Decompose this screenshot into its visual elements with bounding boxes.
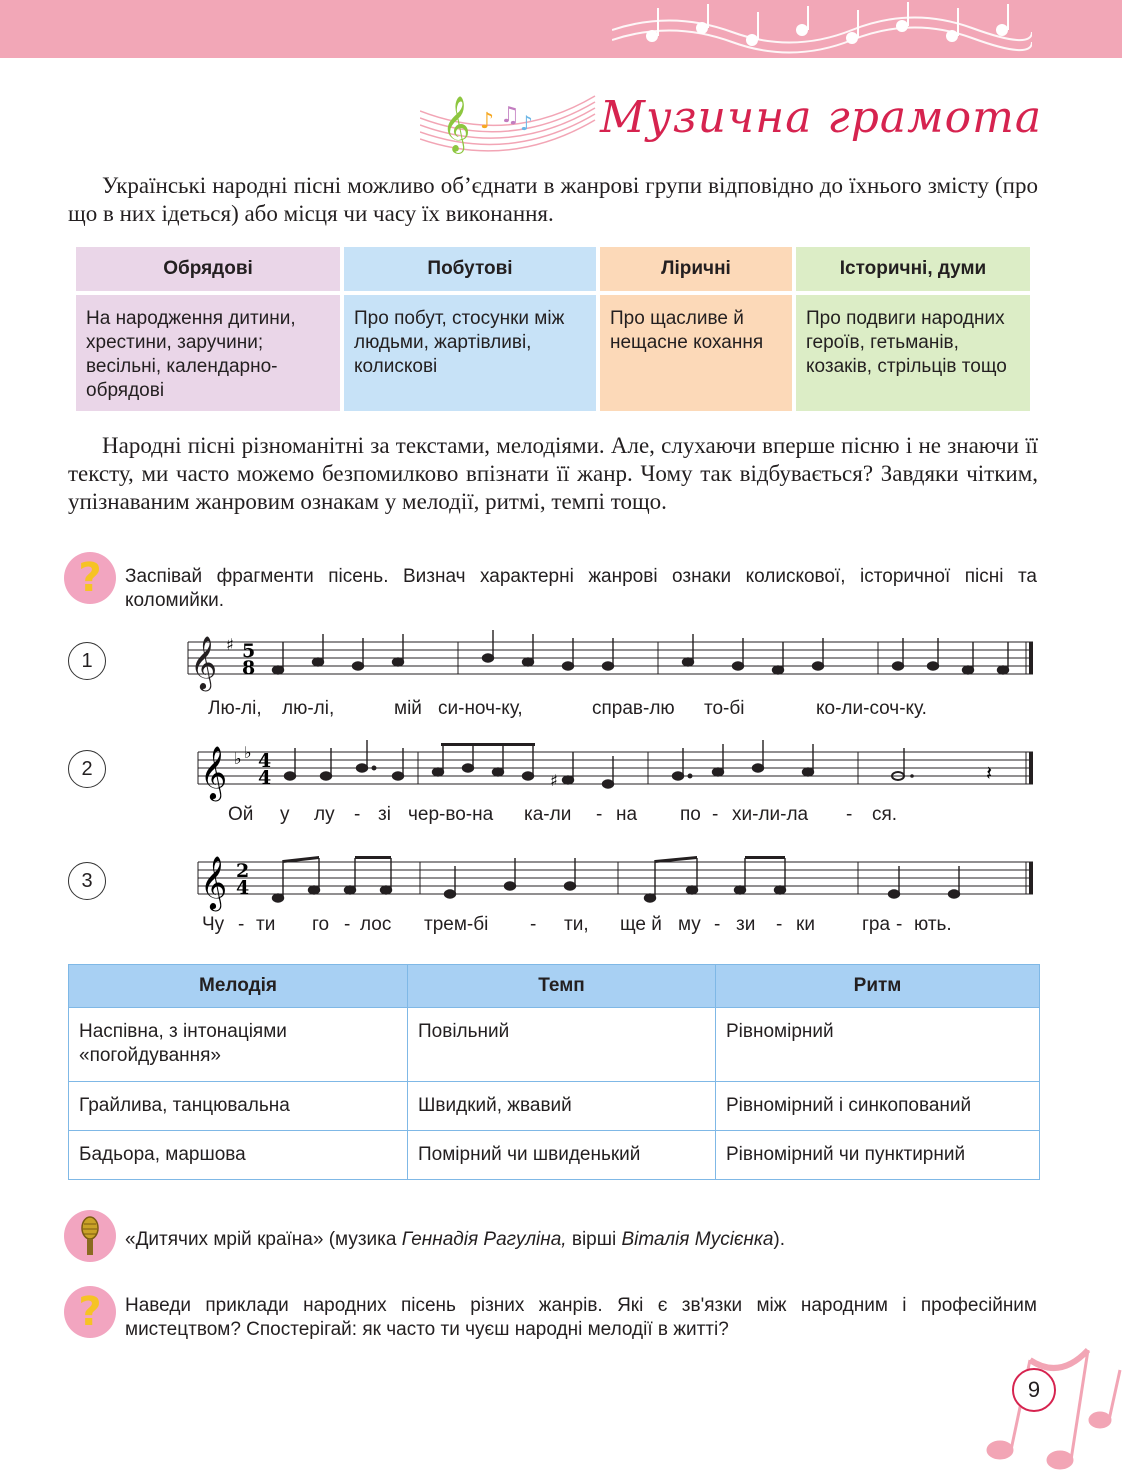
- lyric: ти,: [564, 914, 589, 935]
- lyric: Лю-лі,: [208, 698, 262, 719]
- score-number: 3: [68, 862, 106, 900]
- lyric: по: [680, 804, 701, 825]
- staff-3: [118, 848, 1038, 918]
- svg-text:♪: ♪: [480, 109, 495, 134]
- lyric: си-ноч-ку,: [438, 698, 523, 719]
- lyric: лос: [360, 914, 392, 935]
- lyric: -: [714, 914, 721, 935]
- score-number: 2: [68, 750, 106, 788]
- cell: Рівномірний чи пунктирний: [716, 1131, 1040, 1180]
- svg-text:♪: ♪: [520, 111, 533, 135]
- lyric: зі: [378, 804, 391, 825]
- lyric: -: [896, 914, 903, 935]
- cell: Рівномірний і синкопований: [716, 1082, 1040, 1131]
- lyric: справ-лю: [592, 698, 675, 719]
- lyric: у: [280, 804, 290, 825]
- table-row: [69, 1082, 1040, 1131]
- svg-text:♯: ♯: [550, 771, 558, 790]
- genre-header-household: Побутові: [344, 247, 596, 291]
- intro-paragraph: Українські народні пісні можливо об’єднати в жанрові групи відповідно до їхнього змісту (про що в них ідеться) або місця чи часу їх виконання.: [68, 173, 1038, 226]
- staff-1: [118, 628, 1038, 698]
- lyric: ся.: [872, 804, 898, 825]
- lyric: ти: [256, 914, 276, 935]
- svg-text:♭: ♭: [234, 749, 242, 768]
- treble-clef-icon: 𝄞: [190, 635, 218, 689]
- genre-header-ritual: Обрядові: [76, 247, 340, 291]
- lyric: ка-ли: [524, 804, 572, 825]
- score-1: [68, 628, 1038, 724]
- cell: Грайлива, танцювальна: [69, 1082, 408, 1131]
- section-title: Музична грамота: [600, 92, 1043, 143]
- score-3: [68, 848, 1038, 944]
- music-notes-decoration-icon: [612, 0, 1032, 58]
- lyric: му: [678, 914, 701, 935]
- lyric: Чу: [202, 914, 225, 935]
- svg-text:♭: ♭: [244, 743, 252, 762]
- cell: Рівномірний: [716, 1008, 1040, 1082]
- genre-cell-ritual: На народження дитини, хрестини, заручини; весільні, календарно-обрядові: [76, 295, 340, 411]
- lyric: чер-во-на: [408, 804, 494, 825]
- score-2: [68, 738, 1038, 834]
- lyric: лю-лі,: [282, 698, 335, 719]
- genre-header-historical: Історичні, думи: [796, 247, 1030, 291]
- svg-text:𝄞: 𝄞: [442, 96, 471, 152]
- svg-text:4: 4: [258, 767, 272, 789]
- song-title: «Дитячих мрій країна»: [125, 1229, 324, 1250]
- lyric: мій: [394, 698, 422, 719]
- page-number: 9: [1012, 1368, 1056, 1412]
- svg-text:𝄽: 𝄽: [986, 761, 993, 785]
- lyric: то-бі: [704, 698, 745, 719]
- task-examples: Наведи приклади народних пісень різних жанрів. Які є зв'язки між народним і професійним мистецтвом? Спостерігай: як часто ти чуєш народні мелодії в житті?: [125, 1295, 1037, 1340]
- lyric: -: [238, 914, 245, 935]
- lyric: ще й: [620, 914, 662, 935]
- lyric: Ой: [228, 804, 254, 825]
- treble-clef-icon: 𝄞: [200, 855, 228, 909]
- lyric: ко-ли-соч-ку.: [816, 698, 927, 719]
- music-prefix: (музика: [328, 1229, 397, 1250]
- header-melody: Мелодія: [69, 965, 408, 1008]
- lyric: -: [354, 804, 361, 825]
- lyric: зи: [736, 914, 756, 935]
- svg-text:♯: ♯: [226, 635, 234, 654]
- lyric: гра: [862, 914, 891, 935]
- svg-text:2: 2: [236, 860, 250, 882]
- lyric: го: [312, 914, 330, 935]
- genre-header-lyrical: Ліричні: [600, 247, 792, 291]
- characteristics-table: [68, 964, 1040, 1180]
- lyric: лу: [314, 804, 335, 825]
- staff-2: [118, 738, 1038, 808]
- time-top: 5: [242, 640, 256, 662]
- cell: Швидкий, жвавий: [408, 1082, 716, 1131]
- genre-cell-household: Про побут, стосунки між людьми, жартівливі, колискові: [344, 295, 596, 411]
- question-icon: ?: [64, 552, 116, 604]
- time-bottom: 8: [242, 657, 256, 679]
- composer: Геннадія Рагуліна,: [401, 1229, 567, 1250]
- poet: Віталія Мусієнка: [621, 1229, 774, 1250]
- lyric: -: [530, 914, 537, 935]
- lyric: -: [712, 804, 719, 825]
- cell: Повільний: [408, 1008, 716, 1082]
- microphone-icon: [64, 1210, 116, 1262]
- treble-clef-swirl-icon: [420, 86, 600, 156]
- genres-paragraph: Народні пісні різноманітні за текстами, мелодіями. Але, слухаючи вперше пісню і не знаючи її тексту, ми часто можемо безпомилково впізнати її жанр. Чому так відбувається? Завдяки чітким, упізнаваним жанровим ознакам у мелодії, ритмі, темпі тощо.: [68, 433, 1038, 514]
- lyric: ють.: [914, 914, 952, 935]
- lyric: на: [616, 804, 638, 825]
- lyric: хи-ли-ла: [732, 804, 809, 825]
- song-reference: [125, 1228, 1037, 1252]
- treble-clef-icon: 𝄞: [200, 745, 228, 799]
- genre-table: [72, 243, 1034, 415]
- cell: Бадьора, маршова: [69, 1131, 408, 1180]
- lyric: -: [344, 914, 351, 935]
- svg-text:4: 4: [258, 750, 272, 772]
- table-row: [69, 1131, 1040, 1180]
- header-rhythm: Ритм: [716, 965, 1040, 1008]
- genre-cell-historical: Про подвиги народних героїв, гетьманів, козаків, стрільців тощо: [796, 295, 1030, 411]
- header-tempo: Темп: [408, 965, 716, 1008]
- svg-text:♫: ♫: [500, 103, 520, 128]
- cell: Помірний чи швиденький: [408, 1131, 716, 1180]
- table-row: [69, 1008, 1040, 1082]
- lyric: трем-бі: [424, 914, 489, 935]
- lyric: -: [596, 804, 603, 825]
- cell: Наспівна, з інтонаціями «погойдування»: [69, 1008, 408, 1082]
- lyric: -: [846, 804, 853, 825]
- genre-cell-lyrical: Про щасливе й нещасне кохання: [600, 295, 792, 411]
- lyric: -: [776, 914, 783, 935]
- suffix: ).: [773, 1229, 786, 1250]
- question-icon: ?: [64, 1286, 116, 1338]
- lyric: ки: [796, 914, 815, 935]
- task-sing-fragments: Заспівай фрагменти пісень. Визнач характерні жанрові ознаки колискової, історичної пісні та коломийки.: [125, 566, 1037, 611]
- score-number: 1: [68, 642, 106, 680]
- svg-text:4: 4: [236, 877, 250, 899]
- top-band: [0, 0, 1122, 58]
- lyrics-prefix: вірші: [571, 1229, 617, 1250]
